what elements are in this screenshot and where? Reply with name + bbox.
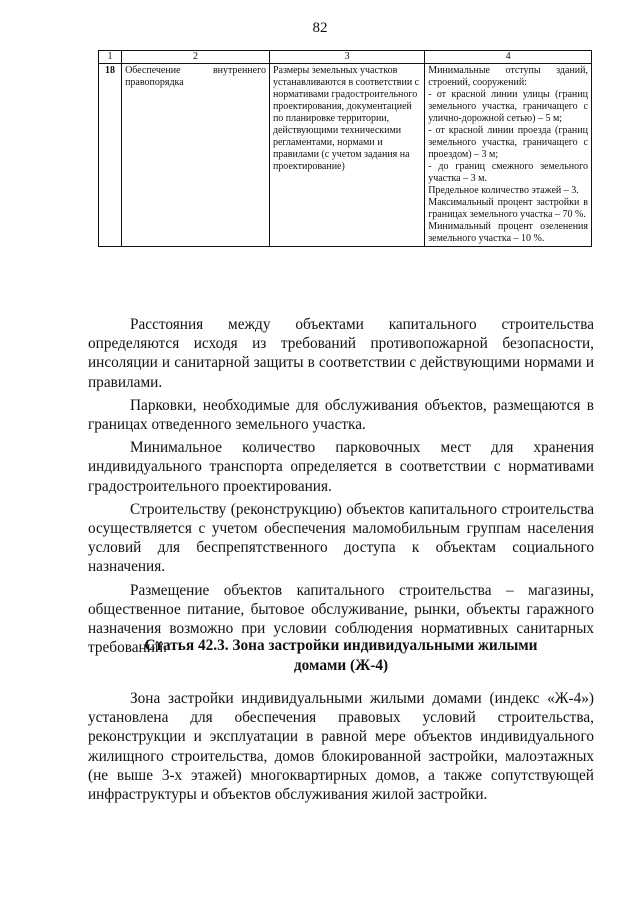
table-row xyxy=(99,64,592,247)
plot-sizes-cell: Размеры земельных участков устанавливаются в соответствии с нормативами градостроительного проектирования, документацией по планировке территории, действующими техническими регламентами, нормами и правилами (с учетом задания на проектирование) xyxy=(269,64,424,247)
paragraph: Зона застройки индивидуальными жилыми домами (индекс «Ж-4») установлена для обеспечения правовых условий строительства, реконструкции и эксплуатации в равной мере объектов индивидуального жилищного строительства, домов блокированной застройки, малоэтажных (не выше 3-х этажей) многоквартирных домов, а также сопутствующей инфраструктуры и объектов обслуживания жилой застройки. xyxy=(88,690,594,804)
paragraph: Минимальное количество парковочных мест для хранения индивидуального транспорта определяется в соответствии с нормативами градостроительного проектирования. xyxy=(88,439,594,495)
row-number: 18 xyxy=(99,64,122,247)
column-header: 3 xyxy=(269,51,424,64)
table-header-row xyxy=(99,51,592,64)
paragraph: Расстояния между объектами капитального строительства определяются исходя из требований противопожарной безопасности, инсоляции и санитарной защиты в соответствии с действующими нормами и правилами. xyxy=(88,316,594,391)
column-header: 2 xyxy=(122,51,270,64)
page-number: 82 xyxy=(312,20,328,36)
parameters-cell xyxy=(425,64,592,247)
column-header: 1 xyxy=(99,51,122,64)
body-text xyxy=(88,315,594,657)
column-header: 4 xyxy=(425,51,592,64)
param-line: - до границ смежного земельного участка – 3 м. xyxy=(428,161,588,184)
zone-description xyxy=(88,689,594,804)
param-line: Максимальный процент застройки в границах земельного участка – 70 %. xyxy=(428,197,588,220)
paragraph: Парковки, необходимые для обслуживания объектов, размещаются в границах отведенного земельного участка. xyxy=(88,396,594,434)
paragraph: Размещение объектов капитального строительства – магазины, общественное питание, бытовое обслуживание, рынки, объекты гаражного назначения возможно при условии соблюдения нормативных санитарных требований. xyxy=(88,581,594,657)
use-type-cell: Обеспечение внутреннего правопорядка xyxy=(122,64,270,247)
param-line: - от красной линии проезда (границ земельного участка, граничащего с проездом) – 3 м; xyxy=(428,125,588,160)
param-line: - от красной линии улицы (границ земельного участка, граничащего с улично-дорожной сетью) – 5 м; xyxy=(428,89,588,124)
heading-line: Статья 42.3. Зона застройки индивидуальными жилыми xyxy=(144,637,538,654)
param-line: Минимальные отступы зданий, строений, сооружений: xyxy=(428,65,588,88)
param-line: Минимальный процент озеленения земельного участка – 10 %. xyxy=(428,221,588,244)
regulations-table xyxy=(98,50,592,247)
paragraph: Строительству (реконструкцию) объектов капитального строительства осуществляется с учетом обеспечения маломобильным группам населения условий для беспрепятственного доступа к объектам социального назначения. xyxy=(88,500,594,576)
section-heading xyxy=(88,636,594,675)
heading-line: домами (Ж-4) xyxy=(293,656,389,674)
param-line: Предельное количество этажей – 3. xyxy=(428,185,579,196)
